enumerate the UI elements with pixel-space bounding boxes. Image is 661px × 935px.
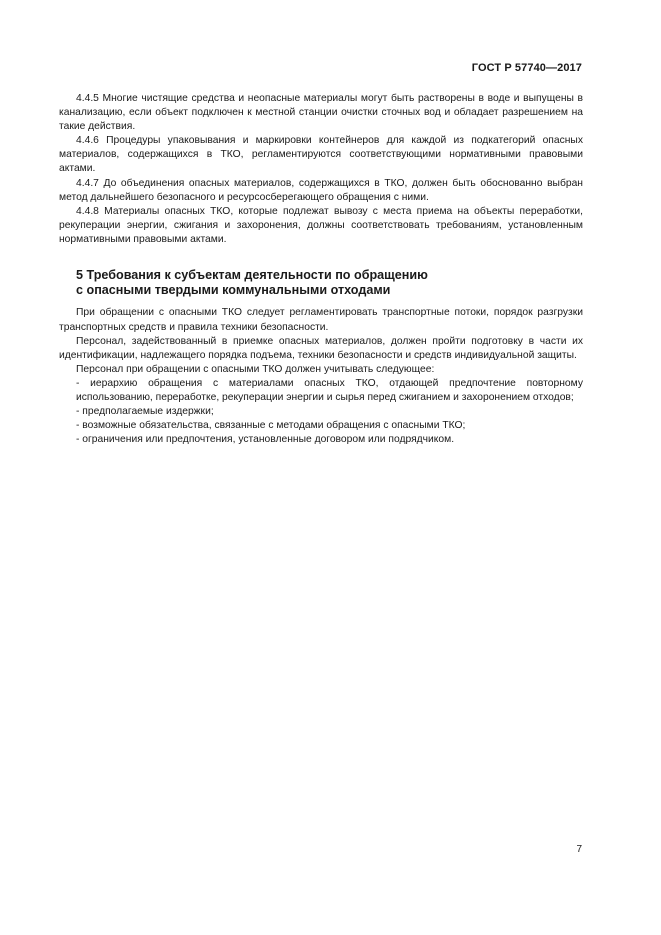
page-number: 7 xyxy=(576,844,582,855)
clause-4-4-5: 4.4.5 Многие чистящие средства и неопасные материалы могут быть растворены в воде и выпущены в канализацию, если объект подключен к местной станции очистки сточных вод и обладает разрешением на такие действия. xyxy=(59,93,583,133)
section-title-line-1: 5 Требования к субъектам деятельности по обращению xyxy=(76,268,428,283)
clause-4-4-7: 4.4.7 До объединения опасных материалов, содержащихся в ТКО, должен быть обоснованно выбран метод дальнейшего безопасного и ресурсосберегающего обращения с ними. xyxy=(59,177,583,203)
section-paragraph: Персонал, задействованный в приемке опасных материалов, должен пройти подготовку в части их идентификации, надлежащего порядка подъема, техники безопасности и средств индивидуальной защиты. xyxy=(59,335,583,361)
clause-4-4-8: 4.4.8 Материалы опасных ТКО, которые подлежат вывозу с места приема на объекты переработки, рекуперации энергии, сжигания и захоронения, должны соответствовать требованиям, установленным нормативными правовыми актами. xyxy=(59,205,583,245)
list-item: - возможные обязательства, связанные с методами обращения с опасными ТКО; xyxy=(76,420,466,432)
list-item: - предполагаемые издержки; xyxy=(76,406,214,418)
section-paragraph: Персонал при обращении с опасными ТКО должен учитывать следующее: xyxy=(76,363,435,375)
list-item: - иерархию обращения с материалами опасных ТКО, отдающей предпочтение повторному использованию, переработке, рекуперации энергии и сырья перед сжиганием и захоронением отходов; xyxy=(76,377,583,403)
section-title-line-2: с опасными твердыми коммунальными отходами xyxy=(76,283,391,298)
section-paragraph: При обращении с опасными ТКО следует регламентировать транспортные потоки, порядок разгрузки транспортных средств и правила техники безопасности. xyxy=(59,307,583,333)
clause-4-4-6: 4.4.6 Процедуры упаковывания и маркировки контейнеров для каждой из подкатегорий опасных материалов, содержащихся в ТКО, регламентируются соответствующими нормативными правовыми актами. xyxy=(59,135,583,175)
document-standard-header: ГОСТ Р 57740—2017 xyxy=(471,62,582,74)
list-item: - ограничения или предпочтения, установленные договором или подрядчиком. xyxy=(76,434,455,446)
document-body xyxy=(59,92,583,447)
section-5-title xyxy=(59,268,583,298)
